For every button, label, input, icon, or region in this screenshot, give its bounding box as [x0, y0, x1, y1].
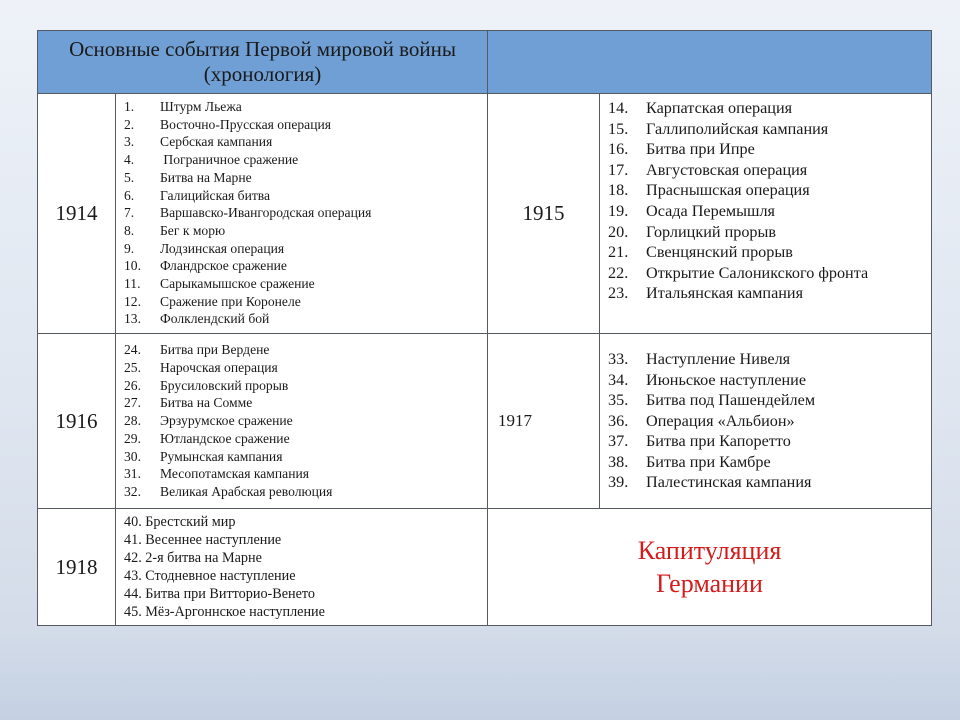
list-item: 40. Брестский мир	[124, 514, 236, 530]
list-item	[608, 452, 931, 473]
event-number: 15.	[608, 119, 629, 138]
list-item	[608, 390, 931, 411]
events-list-1918	[116, 511, 487, 623]
conclusion-line: Капитуляция	[637, 536, 782, 565]
list-item	[608, 180, 931, 201]
event-title: Пограничное сражение	[160, 152, 299, 168]
event-number: 38.	[608, 452, 629, 471]
event-title: Сарыкамышское сражение	[160, 276, 315, 292]
event-title: Галицийская битва	[160, 187, 271, 203]
list-item	[124, 341, 487, 359]
list-item	[124, 377, 487, 395]
event-number: 20.	[608, 222, 629, 241]
event-title: Великая Арабская революция	[160, 483, 333, 499]
list-item	[124, 465, 487, 483]
event-title: Битва под Пашендейлем	[646, 391, 816, 410]
event-title: Итальянская кампания	[646, 284, 804, 303]
event-number: 39.	[608, 473, 629, 492]
event-title: Нарочская операция	[160, 360, 278, 376]
conclusion-cell	[488, 509, 932, 626]
event-number: 18.	[608, 181, 629, 200]
year-cell-1918: 1918	[38, 509, 116, 626]
conclusion-text	[488, 534, 931, 600]
events-list-1916	[116, 339, 487, 502]
event-title: Бег к морю	[160, 222, 226, 238]
event-number: 13.	[124, 311, 141, 327]
event-title: Битва при Капоретто	[646, 432, 791, 451]
conclusion-line: Германии	[656, 569, 763, 598]
event-title: Битва на Марне	[160, 169, 252, 185]
event-number: 36.	[608, 411, 629, 430]
list-item	[608, 119, 931, 140]
list-item	[608, 431, 931, 452]
event-number: 26.	[124, 377, 141, 393]
events-cell-1914	[116, 94, 488, 334]
event-title: Брусиловский прорыв	[160, 377, 289, 393]
list-item	[124, 98, 487, 116]
event-number: 28.	[124, 413, 141, 429]
event-number: 34.	[608, 370, 629, 389]
list-item	[124, 151, 487, 169]
event-number: 4.	[124, 152, 135, 168]
event-number: 3.	[124, 134, 135, 150]
list-item	[608, 98, 931, 119]
event-number: 25.	[124, 360, 141, 376]
list-item	[608, 370, 931, 391]
list-item	[608, 263, 931, 284]
list-item	[124, 187, 487, 205]
list-item	[608, 222, 931, 243]
event-number: 16.	[608, 140, 629, 159]
list-item	[608, 349, 931, 370]
list-item	[124, 412, 487, 430]
list-item	[124, 293, 487, 311]
list-item	[608, 283, 931, 304]
event-number: 5.	[124, 169, 135, 185]
event-title: Осада Перемышля	[646, 201, 776, 220]
event-title: Битва на Сомме	[160, 395, 253, 411]
event-number: 9.	[124, 240, 135, 256]
event-number: 11.	[124, 276, 141, 292]
events-list-1917	[600, 347, 931, 495]
event-number: 7.	[124, 205, 135, 221]
list-item	[608, 472, 931, 493]
list-item	[124, 133, 487, 151]
event-title: Наступление Нивеля	[646, 349, 791, 368]
event-title: Битва при Камбре	[646, 452, 771, 471]
event-title: Румынская кампания	[160, 448, 283, 464]
events-cell-1917	[600, 334, 932, 509]
event-number: 19.	[608, 201, 629, 220]
list-item: 45. Мёз-Аргоннское наступление	[124, 604, 325, 620]
list-item	[124, 448, 487, 466]
slide-background-fade	[0, 630, 960, 720]
list-item	[124, 359, 487, 377]
event-number: 30.	[124, 448, 141, 464]
list-item	[124, 222, 487, 240]
event-number: 1.	[124, 99, 135, 114]
events-cell-1916	[116, 334, 488, 509]
list-item	[124, 240, 487, 258]
table-row	[38, 334, 932, 509]
events-cell-1915	[600, 94, 932, 334]
event-number: 10.	[124, 258, 141, 274]
event-number: 14.	[608, 99, 629, 117]
year-cell-1916: 1916	[38, 334, 116, 509]
event-number: 2.	[124, 116, 135, 132]
event-title: Восточно-Прусская операция	[160, 116, 331, 132]
event-title: Сражение при Коронеле	[160, 293, 301, 309]
event-number: 6.	[124, 187, 135, 203]
event-number: 24.	[124, 342, 141, 358]
event-title: Горлицкий прорыв	[646, 222, 777, 241]
list-item	[608, 242, 931, 263]
year-cell-1915: 1915	[488, 94, 600, 334]
year-cell-1917: 1917	[488, 334, 600, 509]
event-number: 8.	[124, 222, 135, 238]
table-row	[38, 509, 932, 626]
event-title: Месопотамская кампания	[160, 466, 310, 482]
event-title: Галлиполийская кампания	[646, 119, 829, 138]
list-item: 44. Битва при Витторио-Венето	[124, 586, 316, 602]
table-header-empty-cell	[488, 31, 932, 94]
list-item	[124, 310, 487, 328]
event-title: Свенцянский прорыв	[646, 243, 793, 262]
events-list-1914	[116, 94, 487, 330]
table-title-cell	[38, 31, 488, 94]
list-item	[608, 160, 931, 181]
event-number: 17.	[608, 160, 629, 179]
event-number: 22.	[608, 263, 629, 282]
event-title: Эрзурумское сражение	[160, 413, 293, 429]
list-item	[124, 169, 487, 187]
event-title: Фландрское сражение	[160, 258, 287, 274]
events-list-1915	[600, 94, 931, 306]
event-title: Штурм Льежа	[160, 99, 242, 114]
event-title: Операция «Альбион»	[646, 411, 795, 430]
list-item	[124, 275, 487, 293]
event-title: Битва при Ипре	[646, 140, 755, 159]
table-row	[38, 94, 932, 334]
list-item	[124, 116, 487, 134]
event-title: Августовская операция	[646, 160, 808, 179]
event-title: Фолклендский бой	[160, 311, 270, 327]
list-item	[124, 483, 487, 501]
table-title: Основные события Первой мировой войны (хронология)	[69, 37, 456, 86]
list-item: 42. 2-я битва на Марне	[124, 550, 262, 566]
list-item	[124, 204, 487, 222]
list-item	[608, 201, 931, 222]
event-number: 35.	[608, 391, 629, 410]
event-title: Лодзинская операция	[160, 240, 285, 256]
event-number: 23.	[608, 284, 629, 303]
event-number: 32.	[124, 483, 141, 499]
table-header-row	[38, 31, 932, 94]
list-item	[124, 394, 487, 412]
event-number: 27.	[124, 395, 141, 411]
event-title: Карпатская операция	[646, 99, 793, 117]
list-item	[124, 257, 487, 275]
events-cell-1918	[116, 509, 488, 626]
event-number: 33.	[608, 349, 629, 368]
year-cell-1914: 1914	[38, 94, 116, 334]
list-item	[608, 411, 931, 432]
event-number: 29.	[124, 430, 141, 446]
event-title: Варшавско-Ивангородская операция	[160, 205, 372, 221]
event-title: Ютландское сражение	[160, 430, 290, 446]
event-number: 31.	[124, 466, 141, 482]
list-item	[608, 139, 931, 160]
event-number: 12.	[124, 293, 141, 309]
list-item: 43. Стодневное наступление	[124, 568, 296, 584]
list-item	[124, 430, 487, 448]
event-title: Праснышская операция	[646, 181, 810, 200]
event-number: 21.	[608, 243, 629, 262]
list-item: 41. Весеннее наступление	[124, 532, 282, 548]
event-title: Битва при Вердене	[160, 342, 270, 358]
event-title: Палестинская кампания	[646, 473, 812, 492]
event-title: Июньское наступление	[646, 370, 807, 389]
event-number: 37.	[608, 432, 629, 451]
event-title: Сербская кампания	[160, 134, 273, 150]
event-title: Открытие Салоникского фронта	[646, 263, 869, 282]
chronology-table	[37, 30, 932, 626]
